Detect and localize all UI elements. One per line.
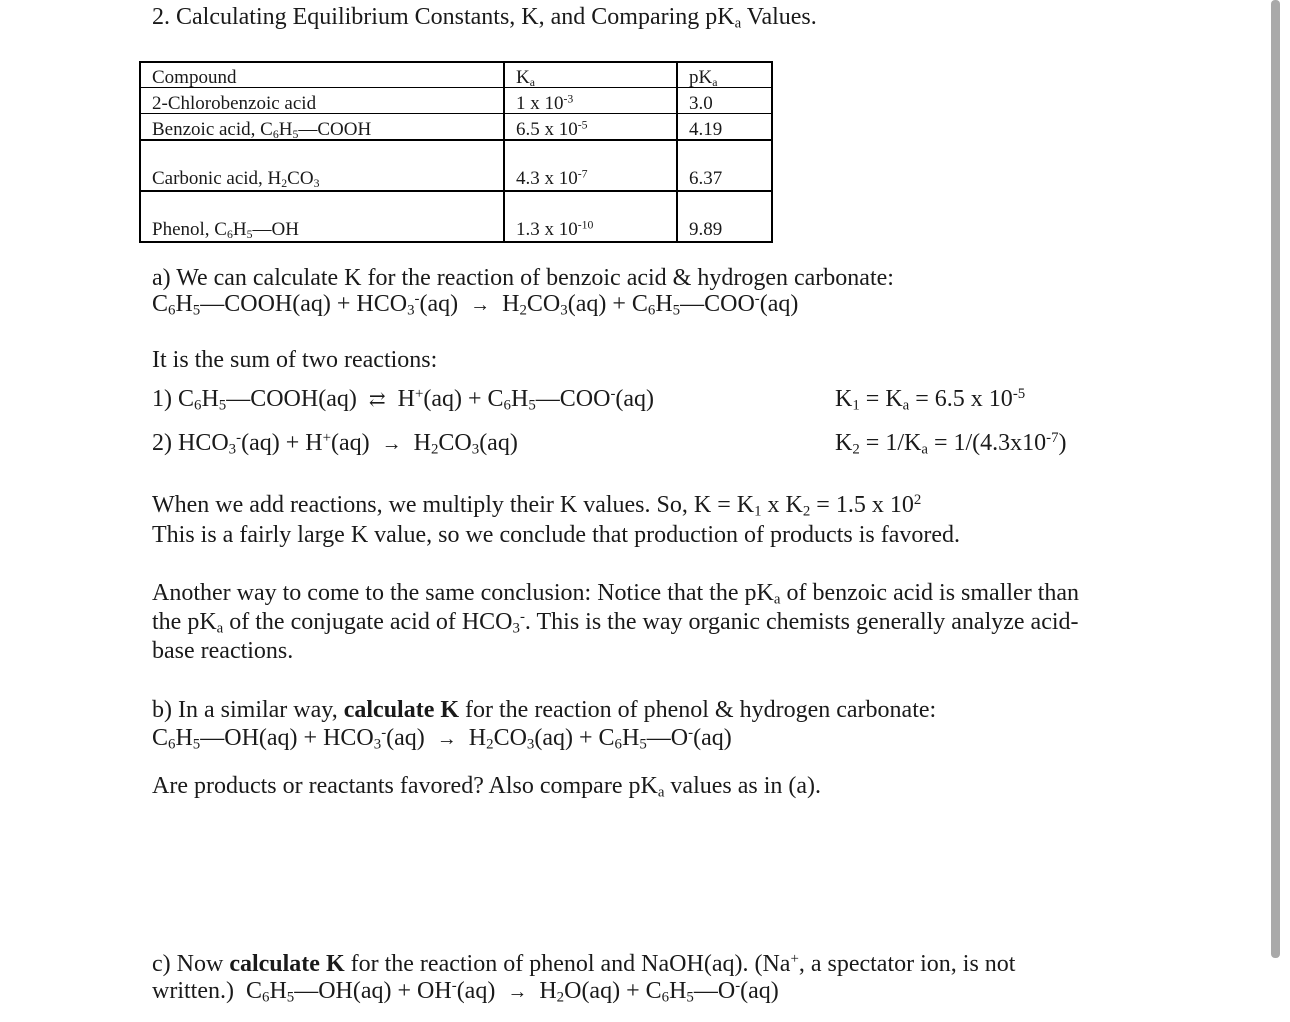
table-header-row: Compound $K_a$ $pK_a$ xyxy=(140,62,772,88)
part-b-intro: b) In a similar way, calculate K for the reaction of phenol & hydrogen carbonate: xyxy=(152,697,937,723)
vertical-scrollbar[interactable] xyxy=(1271,0,1280,958)
reaction-2: 2) $HCO_3^-(aq) + H^+(aq) \to H_2CO_3(aq)$ xyxy=(152,429,518,458)
equation-benzoic-carbonate: $C_6H_5—COOH(aq) + HCO_3^-(aq) \to H_2CO_3(aq)$ + $C_6H_5—COO^-(aq)$ xyxy=(152,290,799,319)
another-way-line-2: the $pK_a$ of the conjugate acid of $HCO_3^-$. This is the way organic chemists generally analyze acid- xyxy=(152,608,1079,637)
table-row: Carbonic acid, $H_2CO_3$ 4.3 x $10^{-7}$ 6.37 xyxy=(140,140,772,191)
table-row: Benzoic acid, $C_6H_5—COOH$ 6.5 x $10^{-5}$ 4.19 xyxy=(140,114,772,141)
part-b-question: Are products or reactants favored? Also compare $pK_a$ values as in (a). xyxy=(152,773,822,801)
arrow-icon: → xyxy=(381,433,402,455)
arrow-icon: → xyxy=(470,294,491,316)
large-k-statement: This is a fairly large K value, so we conclude that production of products is favored. xyxy=(152,522,960,548)
another-way-line-1: Another way to come to the same conclusion: Notice that the $pK_a$ of benzoic acid is smaller than xyxy=(152,580,1080,608)
k2-expression: $K_2 = 1/K_a = 1/(4.3x10^{-7})$ xyxy=(835,429,1067,458)
part-c-line-1: c) Now calculate K for the reaction of phenol and NaOH(aq). (Na+, a spectator ion, is not xyxy=(152,950,1016,977)
k1-expression: $K_1 = K_a = 6.5$ x $10^{-5}$ xyxy=(835,385,1026,414)
table-row: 2-Chlorobenzoic acid 1 x $10^{-3}$ 3.0 xyxy=(140,88,772,114)
table-row: Phenol, $C_6H_5—OH$ 1.3 x $10^{-10}$ 9.89 xyxy=(140,191,772,242)
reaction-1: 1) $C_6H_5—COOH(aq)$ ⇄ $H^+(aq) + C_6H_5—COO^-(aq)$ xyxy=(152,385,655,414)
equation-phenol-carbonate: $C_6H_5—OH(aq) + HCO_3^-(aq) \to H_2CO_3(aq)$ + $C_6H_5—O^-(aq)$ xyxy=(152,724,732,753)
page-heading: 2. Calculating Equilibrium Constants, K, and Comparing $pK_a$ Values. xyxy=(152,4,817,32)
acid-data-table xyxy=(139,61,773,243)
equilibrium-arrow-icon: ⇄ xyxy=(368,389,386,411)
arrow-icon: → xyxy=(436,728,457,750)
multiply-statement: When we add reactions, we multiply their K values. So, $K = K_1$ x $K_2 = 1.5$ x $10^2$ xyxy=(152,491,922,520)
arrow-icon: → xyxy=(507,981,528,1003)
part-c-line-2: written.) $C_6H_5—OH(aq) + OH^-(aq) \to H_2O(aq)$ + $C_6H_5—O^-(aq)$ xyxy=(152,977,779,1006)
another-way-line-3: base reactions. xyxy=(152,638,294,664)
part-a-intro: a) We can calculate K for the reaction of benzoic acid & hydrogen carbonate: xyxy=(152,265,894,291)
sum-statement: It is the sum of two reactions: xyxy=(152,347,438,373)
